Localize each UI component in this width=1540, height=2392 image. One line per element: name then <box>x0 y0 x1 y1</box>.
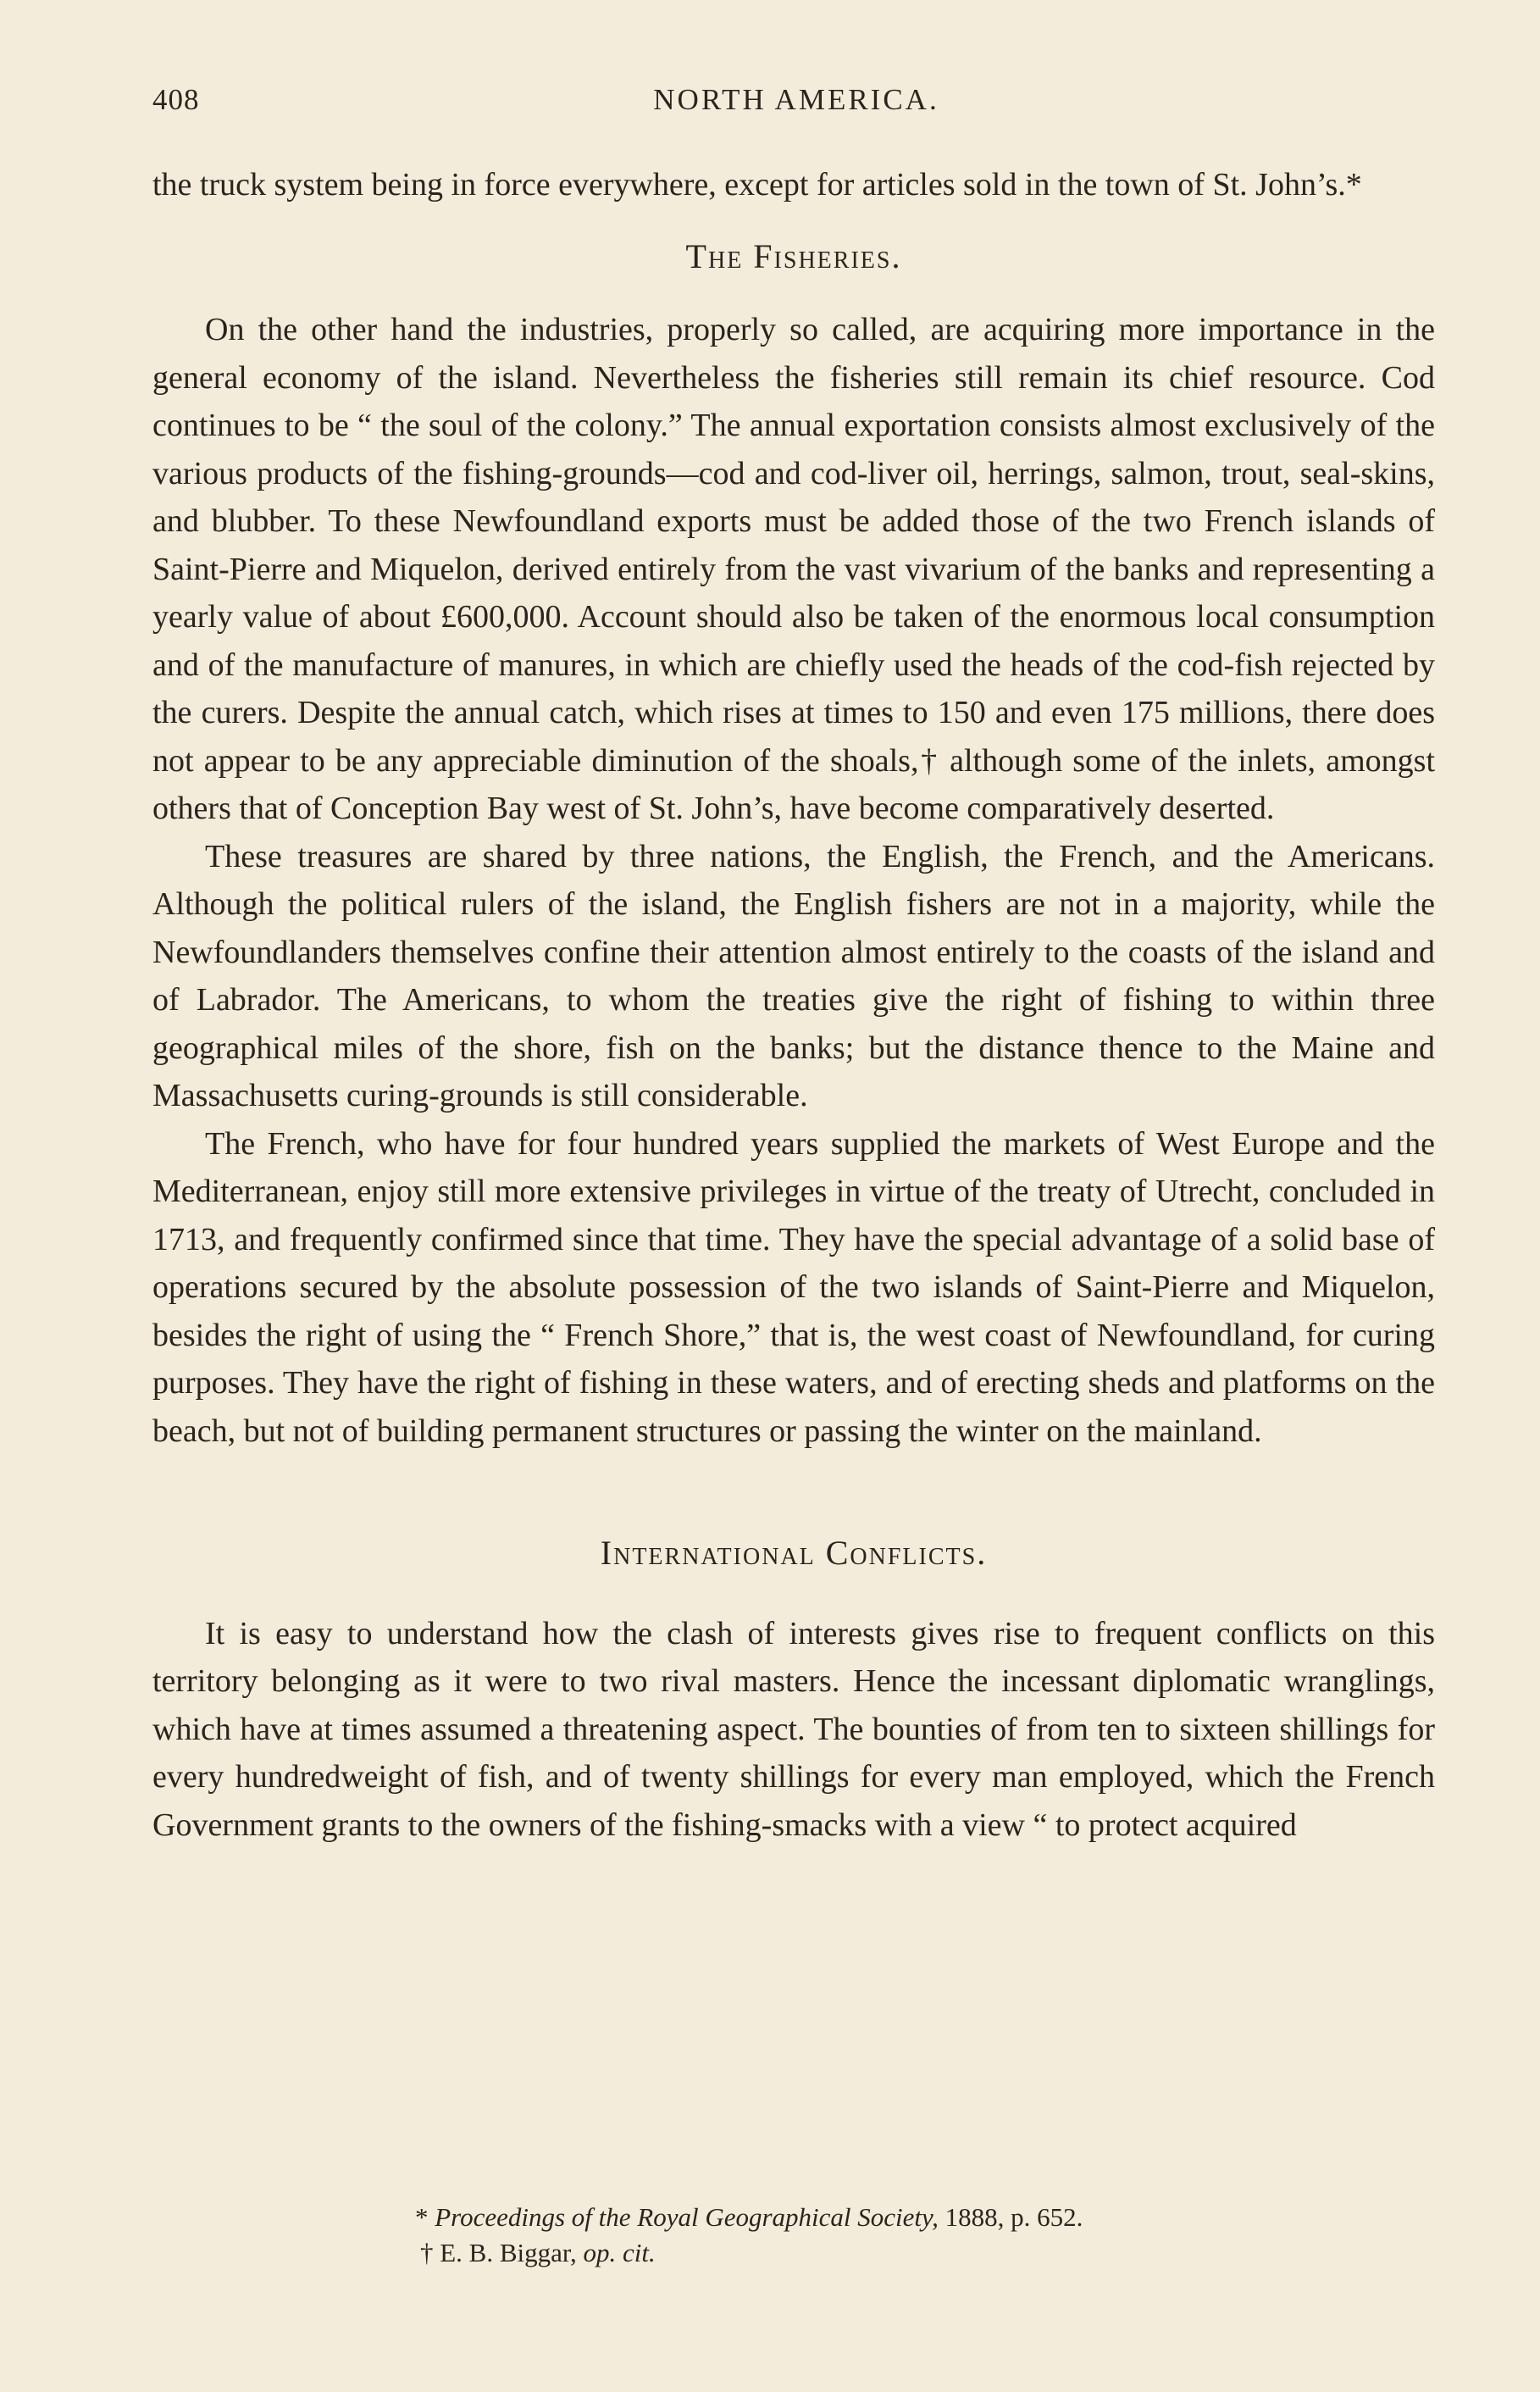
footnote-1 <box>152 2200 1435 2235</box>
footnote-citation: 1888, p. 652. <box>944 2202 1083 2232</box>
footnote-author: E. B. Biggar, <box>440 2238 577 2267</box>
section-heading-conflicts: International Conflicts. <box>600 1534 988 1572</box>
paragraph-three-nations: These treasures are shared by three nations, the English, the French, and the Americans. Although the political rulers of the island, the English fishers are not in a majority, while the Newfoundlanders themselves confine their attention almost entirely to the coasts of the island and of Labrador. The Americans, to whom the treaties give the right of fishing to within three geographical miles of the shore, fish on the banks; but the distance thence to the Maine and Massachusetts curing-grounds is still considerable. <box>152 838 1435 1113</box>
footnote-mark: * <box>415 2202 429 2232</box>
page-number: 408 <box>152 83 200 116</box>
footnote-2 <box>152 2235 1435 2271</box>
page-header <box>152 83 1440 134</box>
section-heading-fisheries: The Fisheries. <box>685 236 902 275</box>
running-title: NORTH AMERICA. <box>653 83 939 116</box>
footnotes <box>152 2200 1435 2271</box>
paragraph-conflicts: It is easy to understand how the clash of interests gives rise to frequent conflicts on this territory belonging as it were to two rival masters. Hence the incessant diplomatic wranglings, which have at times assumed a threatening aspect. The bounties of from ten to sixteen shillings for every hundredweight of fish, and of twenty shillings for every man employed, which the French Government grants to the owners of the fishing-smacks with a view “ to protect acquired <box>152 1615 1435 1843</box>
paragraph-continued: the truck system being in force everywhere, except for articles sold in the town of St. John’s.* <box>152 167 1362 203</box>
body-text <box>152 161 1435 1849</box>
paragraph-fisheries: On the other hand the industries, properly so called, are acquiring more importance in the general economy of the island. Nevertheless the fisheries still remain its chief resource. Cod continues to be “ the soul of the colony.” The annual exportation consists almost exclusively of the various products of the fishing-grounds—cod and cod-liver oil, herrings, salmon, trout, seal-skins, and blubber. To these Newfoundland exports must be added those of the two French islands of Saint-Pierre and Miquelon, derived entirely from the vast vivarium of the banks and representing a yearly value of about £600,000. Account should also be taken of the enormous local consumption and of the manufacture of manures, in which are chiefly used the heads of the cod-fish rejected by the curers. Despite the annual catch, which rises at times to 150 and even 175 millions, there does not appear to be any appreciable diminution of the shoals,† although some of the inlets, amongst others that of Conception Bay west of St. John’s, have become comparatively deserted. <box>152 312 1435 826</box>
footnote-title: Proceedings of the Royal Geographical Society, <box>435 2202 939 2232</box>
footnote-mark: † <box>420 2238 434 2267</box>
footnote-reference: op. cit. <box>583 2238 656 2267</box>
paragraph-french: The French, who have for four hundred years supplied the markets of West Europe and the Mediterranean, enjoy still more extensive privileges in virtue of the treaty of Utrecht, concluded in 1713, and frequently confirmed since that time. They have the special advantage of a solid base of operations secured by the absolute possession of the two islands of Saint-Pierre and Miquelon, besides the right of using the “ French Shore,” that is, the west coast of Newfoundland, for curing purposes. They have the right of fishing in these waters, and of erecting sheds and platforms on the beach, but not of building permanent structures or passing the winter on the mainland. <box>152 1125 1435 1449</box>
